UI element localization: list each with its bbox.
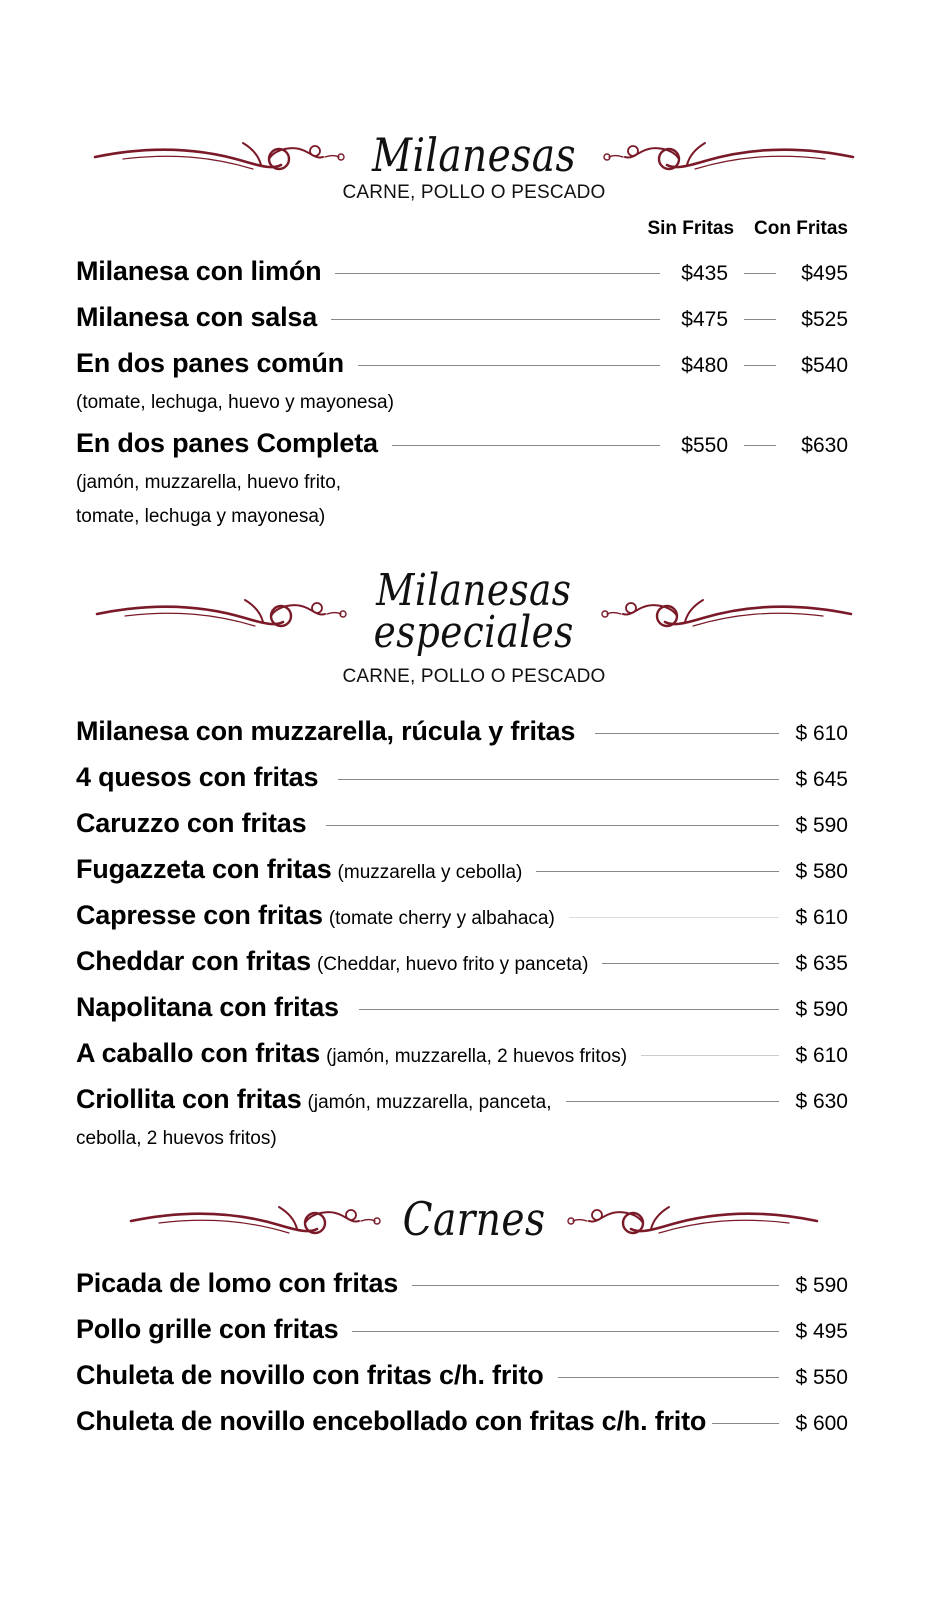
dot-leader <box>335 272 660 274</box>
menu-item <box>76 1268 848 1299</box>
section-title <box>369 565 579 658</box>
dot-leader <box>359 1008 780 1010</box>
item-name: Criollita con fritas <box>76 1084 302 1114</box>
menu-item <box>76 348 848 379</box>
menu-item <box>76 256 848 287</box>
price-con-fritas: $495 <box>801 262 848 285</box>
item-price: $ 610 <box>795 906 848 929</box>
dot-leader <box>602 962 779 964</box>
dot-leader <box>392 444 660 446</box>
item-price: $ 610 <box>795 722 848 745</box>
item-price: $ 600 <box>795 1412 848 1435</box>
item-name: Milanesa con limón <box>76 256 322 286</box>
item-name: Chuleta de novillo con fritas c/h. frito <box>76 1360 544 1390</box>
item-description: (jamón, muzzarella, panceta, <box>307 1092 552 1113</box>
item-description: cebolla, 2 huevos fritos) <box>76 1128 277 1149</box>
price-sin-fritas: $475 <box>681 308 728 331</box>
dot-leader <box>558 1376 780 1378</box>
item-name: En dos panes Completa <box>76 428 378 458</box>
menu-item <box>76 808 848 839</box>
dot-leader <box>326 824 779 826</box>
item-name: Cheddar con fritas <box>76 946 311 976</box>
item-name: Picada de lomo con fritas <box>76 1268 399 1298</box>
item-name: A caballo con fritas <box>76 1038 321 1068</box>
item-name: En dos panes común <box>76 348 344 378</box>
dot-leader <box>331 318 660 320</box>
section-header-milanesas-especiales <box>0 565 948 688</box>
menu-item <box>76 428 848 459</box>
menu-item <box>76 1038 848 1069</box>
item-description: (jamón, muzzarella, huevo frito, <box>76 472 342 493</box>
item-description: (tomate cherry y albahaca) <box>328 908 555 929</box>
ornament-right-icon <box>600 135 855 175</box>
menu-item <box>76 762 848 793</box>
price-con-fritas: $540 <box>801 354 848 377</box>
ornament-right-icon <box>564 1199 819 1239</box>
section-subtitle: CARNE, POLLO O PESCADO <box>342 666 606 687</box>
price-sin-fritas: $480 <box>681 354 728 377</box>
item-name: Fugazzeta con fritas <box>76 854 332 884</box>
menu-item <box>76 302 848 333</box>
dot-leader <box>352 1330 779 1332</box>
menu-item <box>76 1314 848 1345</box>
item-name: Chuleta de novillo encebollado con fritas c/h. frito <box>76 1406 707 1436</box>
item-name: Caruzzo con fritas <box>76 808 307 838</box>
item-name: Pollo grille con fritas <box>76 1314 339 1344</box>
ornament-right-icon <box>598 592 853 632</box>
dot-leader <box>569 916 780 918</box>
menu-item <box>76 1406 848 1437</box>
section-title: Milanesas <box>372 128 576 182</box>
dot-leader <box>566 1100 780 1102</box>
item-name: Milanesa con salsa <box>76 302 318 332</box>
dot-leader <box>641 1054 779 1056</box>
price-sin-fritas: $435 <box>681 262 728 285</box>
item-price: $ 610 <box>795 1044 848 1067</box>
menu-item <box>76 1360 848 1391</box>
section-title-line: Milanesas <box>376 565 572 616</box>
item-description: (tomate, lechuga, huevo y mayonesa) <box>76 392 394 413</box>
item-description: (jamón, muzzarella, 2 huevos fritos) <box>326 1046 628 1067</box>
section-header-milanesas <box>0 128 948 204</box>
menu-item <box>76 1084 848 1115</box>
item-name: Napolitana con fritas <box>76 992 339 1022</box>
item-price: $ 580 <box>795 860 848 883</box>
item-price: $ 635 <box>795 952 848 975</box>
item-price: $ 630 <box>795 1090 848 1113</box>
price-sin-fritas: $550 <box>681 434 728 457</box>
item-description: (Cheddar, huevo frito y panceta) <box>316 954 589 975</box>
section-title-line: especiales <box>373 607 575 658</box>
item-price: $ 590 <box>795 814 848 837</box>
section-subtitle: CARNE, POLLO O PESCADO <box>342 182 606 203</box>
dot-leader <box>358 364 660 366</box>
ornament-left-icon <box>93 135 348 175</box>
price-con-fritas: $525 <box>801 308 848 331</box>
dot-leader <box>595 732 779 734</box>
item-description: (muzzarella y cebolla) <box>337 862 523 883</box>
item-price: $ 550 <box>795 1366 848 1389</box>
item-price: $ 590 <box>795 998 848 1021</box>
item-name: Capresse con fritas <box>76 900 323 930</box>
dot-leader <box>744 445 776 446</box>
dot-leader <box>712 1422 779 1424</box>
item-name: 4 quesos con fritas <box>76 762 319 792</box>
dot-leader <box>536 870 779 872</box>
column-header-sin-fritas: Sin Fritas <box>647 218 735 239</box>
item-name: Milanesa con muzzarella, rúcula y fritas <box>76 716 576 746</box>
dot-leader <box>412 1284 779 1286</box>
item-price: $ 590 <box>795 1274 848 1297</box>
menu-item <box>76 854 848 885</box>
menu-item <box>76 900 848 931</box>
menu-item <box>76 992 848 1023</box>
section-header-carnes <box>0 1192 948 1246</box>
ornament-left-icon <box>129 1199 384 1239</box>
item-price: $ 495 <box>795 1320 848 1343</box>
item-price: $ 645 <box>795 768 848 791</box>
price-column-headers <box>647 218 848 240</box>
ornament-left-icon <box>95 592 350 632</box>
price-con-fritas: $630 <box>801 434 848 457</box>
dot-leader <box>744 319 776 320</box>
dot-leader <box>744 273 776 274</box>
item-description: tomate, lechuga y mayonesa) <box>76 506 326 527</box>
section-title: Carnes <box>402 1192 546 1246</box>
dot-leader <box>338 778 779 780</box>
column-header-con-fritas: Con Fritas <box>754 218 848 239</box>
menu-item <box>76 716 848 747</box>
menu-item <box>76 946 848 977</box>
dot-leader <box>744 365 776 366</box>
